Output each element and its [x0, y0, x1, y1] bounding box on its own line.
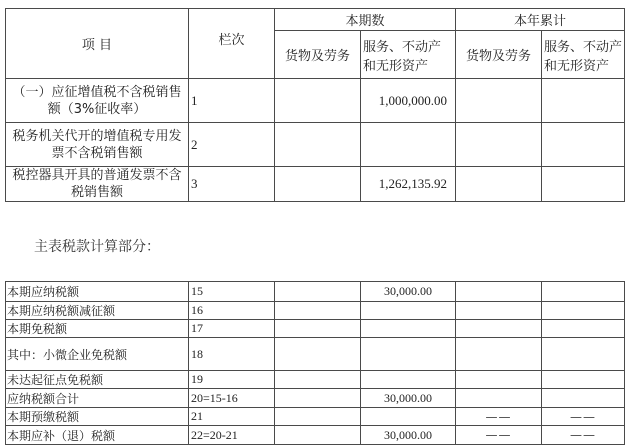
row-services-value: 1,000,000.00: [361, 79, 456, 123]
row-ytd-services-value: [542, 79, 625, 123]
table-row: [6, 123, 625, 167]
row-line-number: 21: [189, 408, 275, 426]
row-ytd-services-value: [542, 389, 625, 408]
row-line-number: 19: [189, 371, 275, 389]
item-header: 项 目: [6, 9, 189, 79]
table-row: [6, 282, 625, 302]
table-row: [6, 371, 625, 389]
ytd-services-assets-header: 服务、不动产和无形资产: [542, 31, 625, 79]
row-goods-value: [275, 371, 361, 389]
table-row: [6, 320, 625, 338]
row-ytd-services-value: ——: [542, 426, 625, 445]
table-row: [6, 167, 625, 202]
row-services-value: [361, 302, 456, 320]
row-ytd-goods-value: [456, 167, 542, 202]
row-ytd-goods-value: [456, 389, 542, 408]
tax-calculation-table: [5, 281, 625, 445]
row-label: 税控器具开具的普通发票不含税销售额: [6, 167, 189, 202]
row-services-value: 1,262,135.92: [361, 167, 456, 202]
row-label: 本期应纳税额: [6, 282, 189, 302]
row-line-number: 3: [189, 167, 275, 202]
row-label: 税务机关代开的增值税专用发票不含税销售额: [6, 123, 189, 167]
row-ytd-goods-value: [456, 123, 542, 167]
row-line-number: 20=15-16: [189, 389, 275, 408]
row-ytd-goods-value: [456, 338, 542, 371]
table-row: [6, 389, 625, 408]
row-services-value: [361, 338, 456, 371]
row-goods-value: [275, 123, 361, 167]
row-line-number: 16: [189, 302, 275, 320]
row-ytd-services-value: ——: [542, 408, 625, 426]
table-row: [6, 408, 625, 426]
row-goods-value: [275, 79, 361, 123]
row-goods-value: [275, 338, 361, 371]
row-services-value: [361, 371, 456, 389]
row-goods-value: [275, 320, 361, 338]
row-services-value: 30,000.00: [361, 426, 456, 445]
row-label: 本期应纳税额减征额: [6, 302, 189, 320]
table-header-row: [6, 9, 625, 31]
services-assets-header: 服务、不动产和无形资产: [361, 31, 456, 79]
row-ytd-services-value: [542, 123, 625, 167]
row-ytd-goods-value: [456, 282, 542, 302]
row-goods-value: [275, 408, 361, 426]
row-line-number: 22=20-21: [189, 426, 275, 445]
row-ytd-services-value: [542, 338, 625, 371]
line-number-header: 栏次: [189, 9, 275, 79]
year-cumulative-header: 本年累计: [456, 9, 625, 31]
row-line-number: 2: [189, 123, 275, 167]
row-ytd-services-value: [542, 282, 625, 302]
row-label: 本期免税额: [6, 320, 189, 338]
table-row: [6, 338, 625, 371]
row-ytd-goods-value: ——: [456, 408, 542, 426]
row-ytd-goods-value: [456, 371, 542, 389]
table-row: [6, 426, 625, 445]
row-line-number: 15: [189, 282, 275, 302]
row-goods-value: [275, 389, 361, 408]
row-ytd-services-value: [542, 302, 625, 320]
goods-services-header: 货物及劳务: [275, 31, 361, 79]
row-goods-value: [275, 426, 361, 445]
row-ytd-services-value: [542, 167, 625, 202]
sales-table: [5, 8, 625, 202]
row-ytd-goods-value: [456, 302, 542, 320]
row-ytd-goods-value: [456, 320, 542, 338]
row-label: 其中：小微企业免税额: [6, 338, 189, 371]
ytd-goods-services-header: 货物及劳务: [456, 31, 542, 79]
row-label: 本期应补（退）税额: [6, 426, 189, 445]
row-goods-value: [275, 282, 361, 302]
row-label: 应纳税额合计: [6, 389, 189, 408]
row-line-number: 1: [189, 79, 275, 123]
table-row: [6, 79, 625, 123]
row-services-value: [361, 320, 456, 338]
row-label: 本期预缴税额: [6, 408, 189, 426]
section-title: 主表税款计算部分：: [34, 239, 160, 255]
row-services-value: [361, 123, 456, 167]
current-period-header: 本期数: [275, 9, 456, 31]
row-services-value: 30,000.00: [361, 389, 456, 408]
row-label: （一）应征增值税不含税销售额（3%征收率）: [6, 79, 189, 123]
row-goods-value: [275, 302, 361, 320]
row-services-value: [361, 408, 456, 426]
row-services-value: 30,000.00: [361, 282, 456, 302]
row-line-number: 18: [189, 338, 275, 371]
row-ytd-goods-value: [456, 79, 542, 123]
row-goods-value: [275, 167, 361, 202]
row-ytd-goods-value: ——: [456, 426, 542, 445]
row-line-number: 17: [189, 320, 275, 338]
row-ytd-services-value: [542, 320, 625, 338]
table-row: [6, 302, 625, 320]
row-ytd-services-value: [542, 371, 625, 389]
row-label: 未达起征点免税额: [6, 371, 189, 389]
